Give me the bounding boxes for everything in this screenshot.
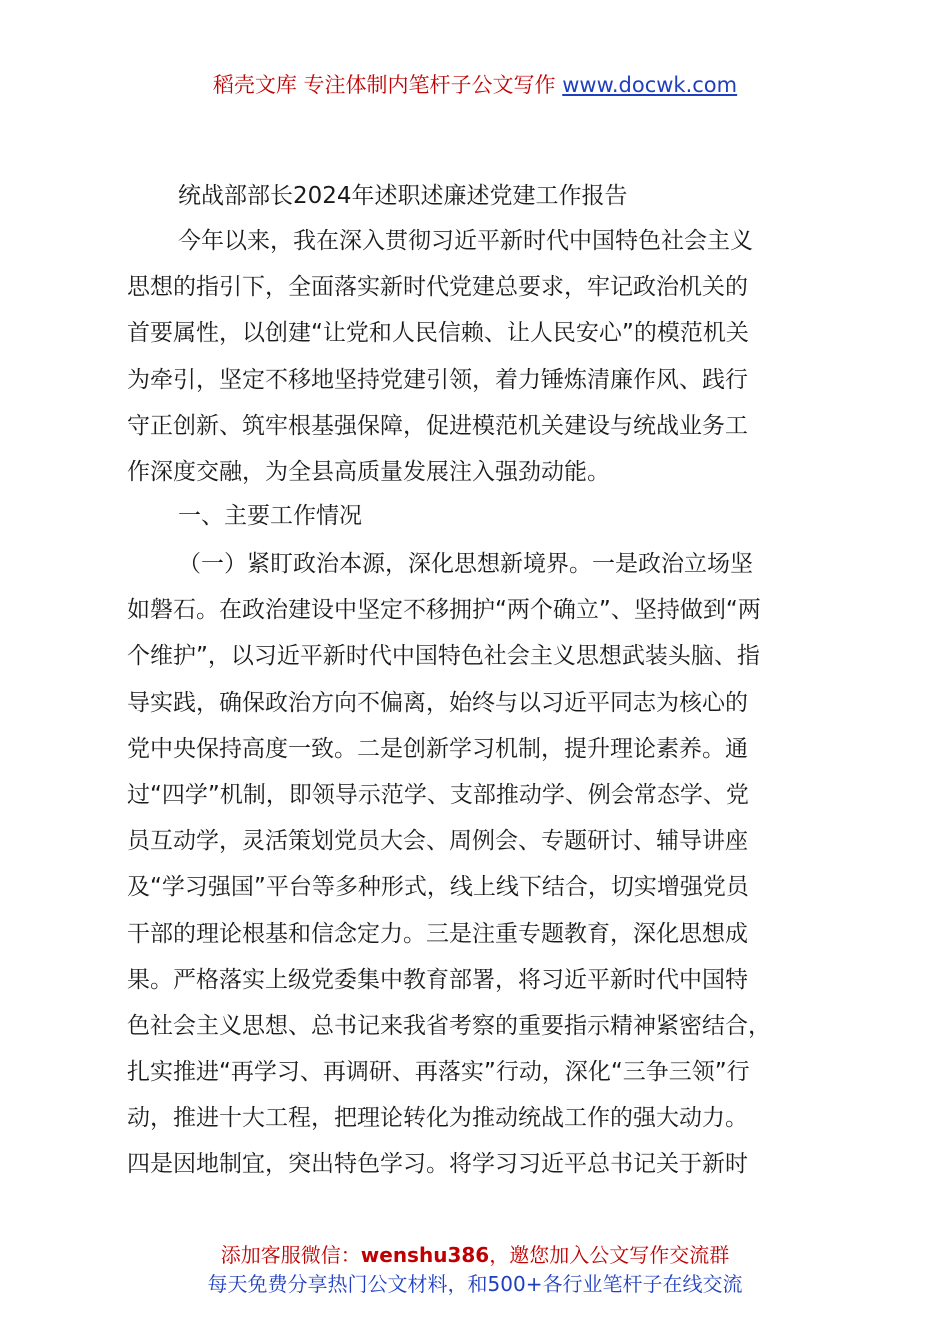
body-line: 员互动学，灵活策划党员大会、周例会、专题研讨、辅导讲座 — [127, 828, 748, 855]
header-brand-text: 稻壳文库 专注体制内笔杆子公文写作 — [212, 73, 556, 97]
body-line: 及“学习强国”平台等多种形式，线上线下结合，切实增强党员 — [127, 874, 749, 901]
intro-line: 作深度交融，为全县高质量发展注入强劲动能。 — [127, 458, 610, 485]
body-line: （一）紧盯政治本源，深化思想新境界。一是政治立场坚 — [178, 551, 753, 577]
intro-line: 为牵引，坚定不移地坚持党建引领，着力锤炼清廉作风、践行 — [127, 366, 748, 393]
body-line: 过“四学”机制，即领导示范学、支部推动学、例会常态学、党 — [127, 781, 749, 808]
footer-wechat-id: wenshu386 — [360, 1243, 490, 1267]
body-line: 党中央保持高度一致。二是创新学习机制，提升理论素养。通 — [127, 735, 748, 762]
body-line: 四是因地制宜，突出特色学习。将学习习近平总书记关于新时 — [127, 1151, 748, 1178]
intro-paragraph — [127, 218, 827, 495]
footer-wechat-suffix: ，邀您加入公文写作交流群 — [489, 1243, 730, 1267]
body-line: 色社会主义思想、总书记来我省考察的重要指示精神紧密结合， — [127, 1012, 771, 1039]
header-website-link[interactable]: www.docwk.com — [562, 73, 738, 97]
page-header — [0, 70, 950, 100]
body-line: 干部的理论根基和信念定力。三是注重专题教育，深化思想成 — [127, 920, 748, 947]
document-title: 统战部部长2024年述职述廉述党建工作报告 — [178, 183, 628, 209]
footer-promo-line: 每天免费分享热门公文材料，和500+各行业笔杆子在线交流 — [207, 1272, 743, 1296]
footer-wechat-line — [0, 1241, 950, 1269]
body-line: 扎实推进“再学习、再调研、再落实”行动，深化“三争三领”行 — [127, 1059, 750, 1086]
section-heading: 一、主要工作情况 — [178, 503, 362, 529]
body-line: 如磐石。在政治建设中坚定不移拥护“两个确立”、坚持做到“两 — [127, 597, 761, 624]
body-line: 果。严格落实上级党委集中教育部署，将习近平新时代中国特 — [127, 966, 748, 993]
intro-line: 首要属性，以创建“让党和人民信赖、让人民安心”的模范机关 — [127, 320, 749, 347]
body-line: 动，推进十大工程，把理论转化为推动统战工作的强大动力。 — [127, 1105, 748, 1132]
intro-line: 思想的指引下，全面落实新时代党建总要求，牢记政治机关的 — [127, 274, 748, 301]
body-line: 个维护”，以习近平新时代中国特色社会主义思想武装头脑、指 — [127, 643, 760, 670]
body-line: 导实践，确保政治方向不偏离，始终与以习近平同志为核心的 — [127, 689, 748, 716]
footer-wechat-prefix: 添加客服微信： — [220, 1243, 361, 1267]
intro-line: 守正创新、筑牢根基强保障，促进模范机关建设与统战业务工 — [127, 412, 748, 439]
intro-line: 今年以来，我在深入贯彻习近平新时代中国特色社会主义 — [178, 228, 753, 254]
body-paragraph — [127, 541, 827, 1188]
